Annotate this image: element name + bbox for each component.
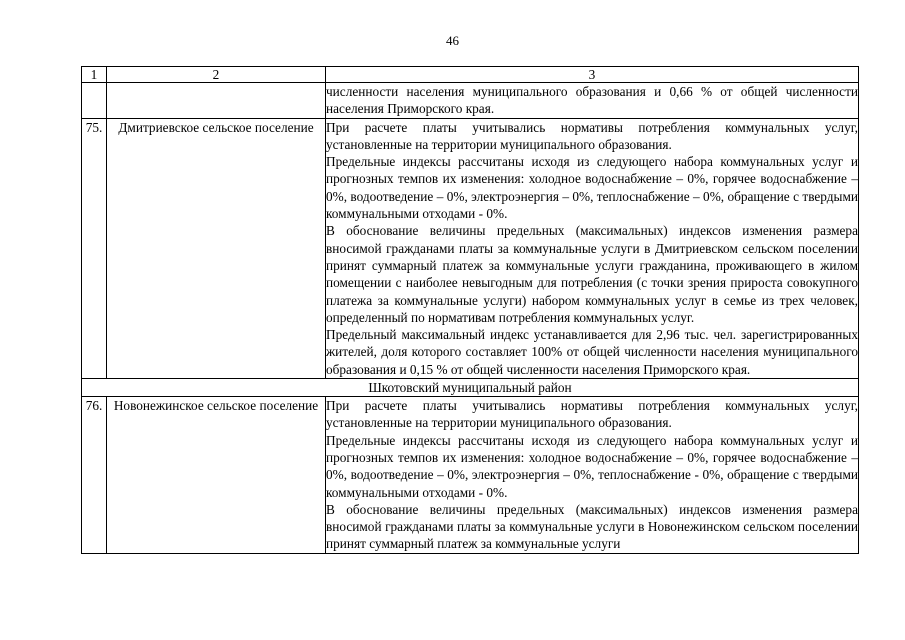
paragraph: В обоснование величины предельных (максимальных) индексов изменения размера вносимой гражданами платы за коммунальные услуги в Новонежинском сельском поселении принят суммарный платеж за коммунальные услуги <box>326 501 858 552</box>
page-number: 46 <box>446 33 459 48</box>
district-name: Шкотовский муниципальный район <box>82 379 859 397</box>
paragraph: Предельные индексы рассчитаны исходя из следующего набора коммунальных услуг и прогнозных темпов их изменения: холодное водоснабжение – 0%, горячее водоснабжение – 0%, водоотведение – 0%, электроэнергия – 0%, теплоснабжение – 0%, обращение с твердыми коммунальными отходами - 0%. <box>326 154 858 222</box>
continuation-text-cell <box>326 83 859 119</box>
continuation-num-cell <box>82 83 107 119</box>
tariff-table <box>81 66 859 554</box>
table-row-75 <box>82 118 859 378</box>
header-cell-3: 3 <box>326 67 859 83</box>
paragraph: В обоснование величины предельных (максимальных) индексов изменения размера вносимой гражданами платы за коммунальные услуги в Дмитриевском сельском поселении принят суммарный платеж за коммунальные услуги гражданина, проживающего в жилом помещении с наиболее невыгодным для потребления (с точки зрения прироста совокупного платежа за коммунальные услуги) набором коммунальных услуг в семье из трех человек, определенный по нормативам потребления коммунальных услуг. <box>326 223 858 325</box>
row-description <box>326 118 859 378</box>
settlement-name: Дмитриевское сельское поселение <box>107 118 326 378</box>
district-row <box>82 379 859 397</box>
continuation-name-cell <box>107 83 326 119</box>
header-cell-1: 1 <box>82 67 107 83</box>
paragraph: При расчете платы учитывались нормативы потребления коммунальных услуг, установленные на территории муниципального образования. <box>326 119 858 152</box>
paragraph: Предельные индексы рассчитаны исходя из следующего набора коммунальных услуг и прогнозных темпов их изменения: холодное водоснабжение – 0%, горячее водоснабжение – 0%, водоотведение – 0%, электроэнергия – 0%, теплоснабжение - 0%, обращение с твердыми коммунальными отходами - 0%. <box>326 432 858 500</box>
continuation-paragraph: численности населения муниципального образования и 0,66 % от общей численности населения Приморского края. <box>326 84 858 117</box>
paragraph: При расчете платы учитывались нормативы потребления коммунальных услуг, установленные на территории муниципального образования. <box>326 398 858 431</box>
table-row-76 <box>82 397 859 554</box>
table-header-row <box>82 67 859 83</box>
continuation-row <box>82 83 859 119</box>
settlement-name: Новонежинское сельское поселение <box>107 397 326 554</box>
row-number: 75. <box>82 118 107 378</box>
row-number: 76. <box>82 397 107 554</box>
row-description <box>326 397 859 554</box>
paragraph: Предельный максимальный индекс устанавливается для 2,96 тыс. чел. зарегистрированных жителей, доля которого составляет 100% от общей численности населения муниципального образования и 0,15 % от общей численности населения Приморского края. <box>326 327 858 377</box>
header-cell-2: 2 <box>107 67 326 83</box>
